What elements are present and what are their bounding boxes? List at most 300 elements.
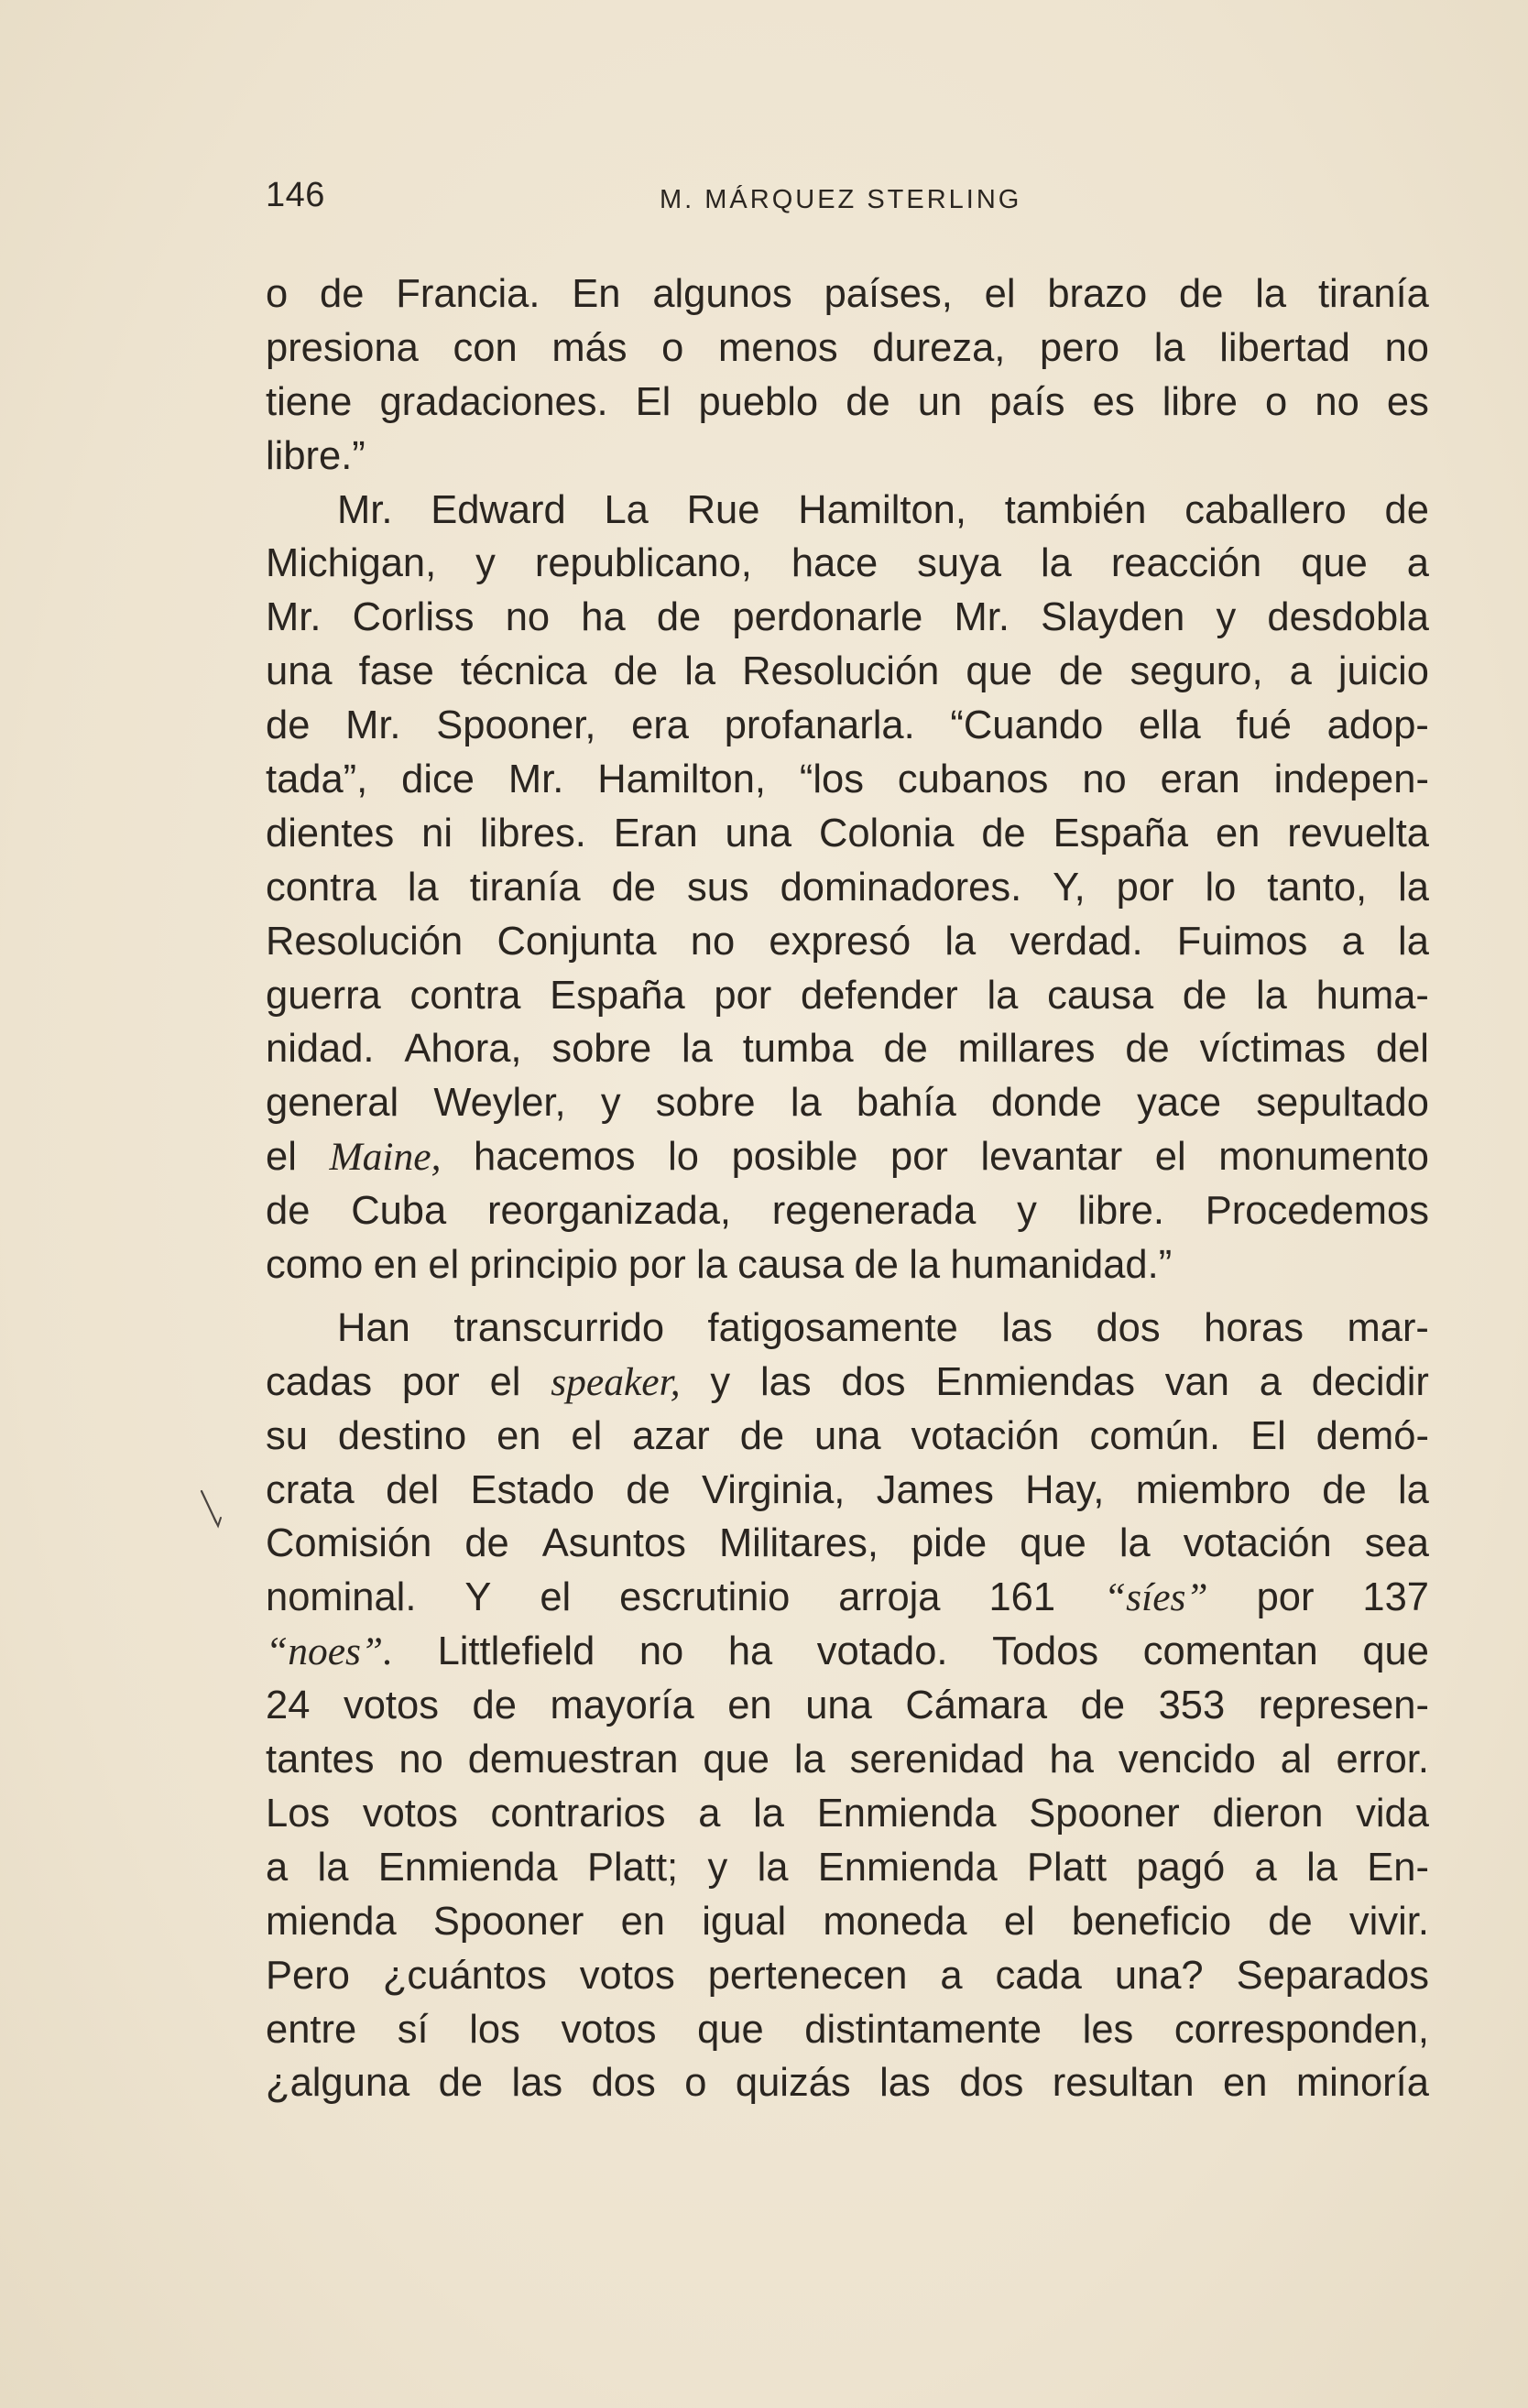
word: millares (957, 1027, 1096, 1072)
word: no (1384, 325, 1429, 370)
word: contrarios (490, 1791, 666, 1836)
word: y (710, 1359, 731, 1404)
word: tanto, (1267, 865, 1368, 910)
text-line (266, 1733, 1429, 1787)
word: a (940, 1953, 963, 1998)
word: guerra (266, 973, 381, 1018)
word: entre (266, 2007, 357, 2052)
word: dos (1096, 1305, 1161, 1350)
text-line (266, 1571, 1429, 1625)
text-line (266, 915, 1429, 969)
text-line (266, 1679, 1429, 1733)
word: caballero (1184, 487, 1347, 532)
word: arroja (838, 1575, 941, 1620)
word: de (846, 379, 890, 424)
word: de (438, 2061, 484, 2106)
word: profanarla. (724, 703, 915, 748)
word: sobre (655, 1081, 756, 1126)
word: monumento (1218, 1135, 1429, 1180)
word: no (1315, 379, 1359, 424)
word: las (879, 2061, 931, 2106)
word: no (638, 1629, 684, 1674)
word: pertenecen (707, 1953, 908, 1998)
word: nominal. (266, 1575, 417, 1620)
word: resultan (1052, 2061, 1195, 2106)
word: Cuba (351, 1189, 447, 1234)
word: presiona (266, 325, 419, 370)
word: Ahora, (404, 1027, 522, 1072)
word: principio (469, 1243, 618, 1288)
word: votos (561, 2007, 657, 2052)
word: vivir. (1348, 1899, 1429, 1944)
word: moneda (823, 1899, 967, 1944)
word: víctimas (1199, 1027, 1347, 1072)
word: técnica (460, 649, 587, 694)
word: cubanos (897, 757, 1049, 802)
word: pueblo (698, 379, 819, 424)
word: votos (362, 1791, 458, 1836)
word: yace (1137, 1081, 1222, 1126)
word: a (266, 1845, 289, 1890)
word: Enmienda (377, 1845, 558, 1890)
word: la (757, 1845, 789, 1890)
word: Maine, (329, 1135, 442, 1180)
word: Corliss (352, 595, 475, 640)
word: “Cuando (950, 703, 1104, 748)
word: Mr. (337, 487, 393, 532)
word: la (1119, 1521, 1151, 1566)
word: azar (632, 1413, 710, 1458)
word: Slayden (1041, 595, 1185, 640)
word: y (1216, 595, 1237, 640)
text-line (266, 969, 1429, 1023)
word: la (1255, 272, 1287, 316)
text-line (266, 807, 1429, 861)
word: James (876, 1467, 994, 1512)
word: Militares, (718, 1521, 879, 1566)
word: y (600, 1081, 621, 1126)
word: ha (581, 595, 626, 640)
word: Separados (1236, 1953, 1429, 1998)
word: Rue (686, 487, 760, 532)
text-line (266, 267, 1429, 321)
word: ¿cuántos (382, 1953, 547, 1998)
word: donde (990, 1081, 1102, 1126)
word: no (398, 1738, 443, 1782)
word: Eran (613, 811, 698, 855)
text-line (266, 537, 1429, 591)
word: o (1265, 379, 1288, 424)
word: El (635, 379, 671, 424)
word: miembro (1135, 1467, 1291, 1512)
word: con (453, 325, 518, 370)
word: error. (1336, 1738, 1429, 1782)
word: el (266, 1135, 297, 1180)
word: libertad (1219, 325, 1350, 370)
word: menos (718, 325, 838, 370)
word: Comisión (266, 1521, 432, 1566)
word: ni (421, 811, 453, 855)
word: el (1003, 1899, 1035, 1944)
word: de (464, 1521, 509, 1566)
word: levantar (980, 1135, 1123, 1180)
word: suya (917, 541, 1002, 586)
word: votos (343, 1683, 439, 1728)
word: demó- (1315, 1413, 1429, 1458)
word: Hamilton, (597, 757, 766, 802)
word: ella (1139, 703, 1201, 748)
word: una (266, 649, 333, 694)
word: Hamilton, (798, 487, 966, 532)
word: el (428, 1243, 460, 1288)
word: y (707, 1845, 728, 1890)
word: y (1017, 1189, 1037, 1234)
word: pero (1040, 325, 1120, 370)
word: por (1116, 865, 1174, 910)
word: dureza, (872, 325, 1006, 370)
word: las (759, 1359, 812, 1404)
text-line (266, 753, 1429, 807)
text-line (266, 376, 1429, 430)
word: quizás (735, 2061, 851, 2106)
word: dientes (266, 811, 395, 855)
word: la (1398, 919, 1429, 964)
text-line (266, 861, 1429, 915)
word: Spooner (1029, 1791, 1180, 1836)
word: lo (1205, 865, 1237, 910)
word: huma- (1315, 973, 1429, 1018)
word: de (611, 865, 656, 910)
word: “noes”. (266, 1629, 393, 1674)
word: en (373, 1243, 419, 1288)
word: a (1254, 1845, 1277, 1890)
word: Enmiendas (935, 1359, 1135, 1404)
word: la (1256, 973, 1287, 1018)
word: cadas (266, 1359, 373, 1404)
word: humanidad.” (950, 1243, 1173, 1288)
word: Los (266, 1791, 331, 1836)
word: un (917, 379, 963, 424)
word: del (386, 1467, 440, 1512)
word: republicano, (534, 541, 752, 586)
word: por (1256, 1575, 1315, 1620)
word: de (320, 272, 365, 316)
word: la (1398, 1467, 1429, 1512)
word: pide (911, 1521, 988, 1566)
word: la (317, 1845, 349, 1890)
word: adop- (1326, 703, 1429, 748)
word: gradaciones. (379, 379, 608, 424)
word: Resolución (266, 919, 464, 964)
word: fatigosamente (707, 1305, 958, 1350)
word: dos (841, 1359, 906, 1404)
word: mayoría (550, 1683, 694, 1728)
word: represen- (1258, 1683, 1429, 1728)
word: sepultado (1256, 1081, 1429, 1126)
word: tiene (266, 379, 353, 424)
word: corresponden, (1173, 2007, 1429, 2052)
word: decidir (1311, 1359, 1429, 1404)
word: 137 (1362, 1575, 1429, 1620)
word: Procedemos (1205, 1189, 1429, 1234)
word: la (1153, 325, 1185, 370)
text-line (266, 1076, 1429, 1130)
word: Mr. (345, 703, 401, 748)
word: de (883, 1027, 928, 1072)
word: dos (959, 2061, 1024, 2106)
word: libre (1162, 379, 1238, 424)
text-line (266, 2056, 1429, 2110)
word: igual (702, 1899, 787, 1944)
word: el (984, 272, 1016, 316)
word: expresó (769, 919, 911, 964)
word: que (1362, 1629, 1429, 1674)
word: la (1398, 865, 1429, 910)
word: a (1406, 541, 1429, 586)
word: sobre (551, 1027, 652, 1072)
word: posible (731, 1135, 858, 1180)
word: votación (911, 1413, 1060, 1458)
word: de (626, 1467, 671, 1512)
word: “síes” (1103, 1575, 1208, 1620)
word: la (793, 1738, 825, 1782)
text-line (266, 1464, 1429, 1518)
text-line (266, 1022, 1429, 1076)
text-line (266, 484, 1429, 538)
text-line (266, 1895, 1429, 1949)
word: bahía (856, 1081, 956, 1126)
word: a (698, 1791, 721, 1836)
word: Cámara (905, 1683, 1048, 1728)
word: nidad. (266, 1027, 375, 1072)
word: el (571, 1413, 603, 1458)
word: del (1375, 1027, 1429, 1072)
word: fase (358, 649, 434, 694)
word: que (697, 2007, 764, 2052)
word: eran (1160, 757, 1240, 802)
word: o (266, 272, 289, 316)
word: Hay, (1025, 1467, 1105, 1512)
text-line (266, 1410, 1429, 1464)
word: Spooner (432, 1899, 584, 1944)
word: seguro, (1130, 649, 1263, 694)
word: reorganizada, (486, 1189, 731, 1234)
word: países, (824, 272, 953, 316)
word: a (1289, 649, 1312, 694)
word: Y, (1053, 865, 1086, 910)
word: contra (409, 973, 521, 1018)
word: como (266, 1243, 364, 1288)
word: revuelta (1287, 811, 1429, 855)
word: más (551, 325, 628, 370)
word: tiranía (1317, 272, 1429, 316)
word: Fuimos (1176, 919, 1308, 964)
word: la (682, 1027, 713, 1072)
word: por (714, 973, 772, 1018)
word: dieron (1212, 1791, 1324, 1836)
word: tada”, (266, 757, 368, 802)
word: libre.” (266, 433, 366, 478)
word: de (981, 811, 1026, 855)
text-line (266, 1302, 1429, 1356)
word: 161 (988, 1575, 1056, 1620)
word: es (1386, 379, 1429, 424)
word: pagó (1136, 1845, 1226, 1890)
word: España (550, 973, 685, 1018)
word: las (1001, 1305, 1053, 1350)
word: al (1280, 1738, 1312, 1782)
word: causa (1047, 973, 1154, 1018)
word: van (1164, 1359, 1229, 1404)
word: reacción (1110, 541, 1262, 586)
word: de (266, 703, 311, 748)
word: El (1250, 1413, 1286, 1458)
word: también (1004, 487, 1147, 532)
text-line (266, 1130, 1429, 1184)
word: que (1301, 541, 1368, 586)
word: por (401, 1359, 460, 1404)
word: de (656, 595, 702, 640)
word: Edward (431, 487, 566, 532)
word: sí (397, 2007, 429, 2052)
word: Pero (266, 1953, 350, 1998)
text-line (266, 1949, 1429, 2003)
word: algunos (652, 272, 792, 316)
word: de (472, 1683, 517, 1728)
word: hacemos (474, 1135, 636, 1180)
word: contra (266, 865, 377, 910)
word: de (1182, 973, 1228, 1018)
word: los (469, 2007, 520, 2052)
word: la (790, 1081, 822, 1126)
word: la (1040, 541, 1072, 586)
word: les (1082, 2007, 1134, 2052)
word: de (1080, 1683, 1126, 1728)
word: juicio (1337, 649, 1429, 694)
word: Platt; (586, 1845, 679, 1890)
word: Mr. (266, 595, 322, 640)
word: o (684, 2061, 707, 2106)
text-line (266, 1787, 1429, 1841)
word: de (1059, 649, 1104, 694)
word: vida (1356, 1791, 1429, 1836)
word: su (266, 1413, 308, 1458)
word: en (727, 1683, 772, 1728)
word: Littlefield (437, 1629, 595, 1674)
word: verdad. (1010, 919, 1143, 964)
page-number: 146 (266, 176, 325, 214)
text-line (266, 2003, 1429, 2057)
word: regenerada (771, 1189, 977, 1234)
text-line (266, 1625, 1429, 1679)
word: de (613, 649, 659, 694)
word: sea (1364, 1521, 1429, 1566)
word: a (1259, 1359, 1282, 1404)
word: una (805, 1683, 872, 1728)
word: la (753, 1791, 784, 1836)
word: o (661, 325, 684, 370)
text-line (266, 699, 1429, 753)
word: la (909, 1243, 941, 1288)
word: el (489, 1359, 521, 1404)
word: era (631, 703, 689, 748)
word: destino (337, 1413, 467, 1458)
word: de (266, 1189, 311, 1234)
word: fué (1236, 703, 1292, 748)
word: de (854, 1243, 899, 1288)
word: Conjunta (497, 919, 657, 964)
word: beneficio (1071, 1899, 1232, 1944)
word: sus (686, 865, 749, 910)
word: que (966, 649, 1032, 694)
word: ¿alguna (266, 2061, 410, 2106)
word: el (1154, 1135, 1186, 1180)
text-line (266, 1841, 1429, 1895)
word: “los (799, 757, 864, 802)
word: de (1268, 1899, 1313, 1944)
word: La (604, 487, 649, 532)
word: perdonarle (732, 595, 923, 640)
word: Enmienda (817, 1845, 998, 1890)
text-line (266, 1517, 1429, 1571)
word: general (266, 1081, 399, 1126)
word: crata (266, 1467, 355, 1512)
body-text (266, 267, 1429, 2110)
word: mar- (1347, 1305, 1429, 1350)
word: en (1215, 811, 1261, 855)
word: minoría (1295, 2061, 1429, 2106)
word: el (540, 1575, 572, 1620)
word: España (1053, 811, 1189, 855)
word: tiranía (469, 865, 581, 910)
word: causa (737, 1243, 845, 1288)
word: en (497, 1413, 541, 1458)
word: distintamente (804, 2007, 1042, 2052)
word: tumba (742, 1027, 854, 1072)
word: cada (995, 1953, 1082, 1998)
word: dominadores. (780, 865, 1022, 910)
word: que (1020, 1521, 1086, 1566)
word: la (1306, 1845, 1337, 1890)
word: 353 (1158, 1683, 1226, 1728)
word: escrutinio (619, 1575, 791, 1620)
word: por (628, 1243, 686, 1288)
word: Michigan, (266, 541, 437, 586)
word: ha (727, 1629, 773, 1674)
word: no (1082, 757, 1127, 802)
text-line (266, 1184, 1429, 1238)
pencil-margin-mark (196, 1487, 233, 1531)
word: votos (579, 1953, 675, 1998)
word: Colonia (818, 811, 955, 855)
word: serenidad (849, 1738, 1025, 1782)
word: de (1179, 272, 1224, 316)
word: en (620, 1899, 665, 1944)
text-line (266, 1238, 1429, 1292)
word: dice (401, 757, 475, 802)
word: transcurrido (453, 1305, 665, 1350)
text-line (266, 321, 1429, 376)
word: Platt (1027, 1845, 1108, 1890)
word: Enmienda (816, 1791, 997, 1836)
word: tantes (266, 1738, 375, 1782)
word: Spooner, (436, 703, 596, 748)
word: la (684, 649, 716, 694)
word: Francia. (396, 272, 540, 316)
word: libre. (1077, 1189, 1164, 1234)
word: Weyler, (433, 1081, 566, 1126)
running-head: M. MÁRQUEZ STERLING (660, 185, 1022, 214)
